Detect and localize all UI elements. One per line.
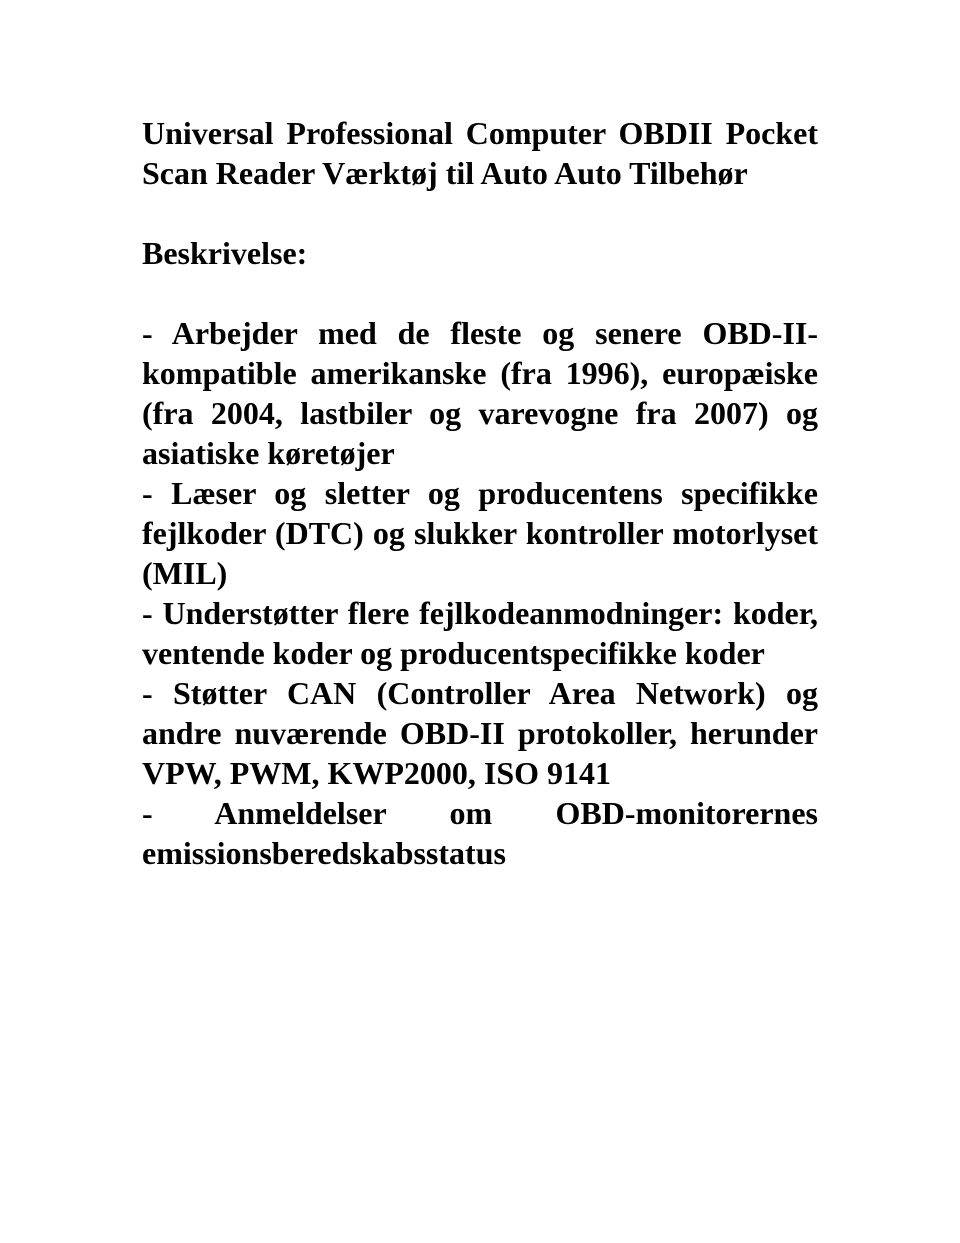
feature-item: - Understøtter flere fejlkodeanmodninger: koder, ventende koder og producentspecifikke koder (142, 595, 818, 671)
feature-item: - Støtter CAN (Controller Area Network) og andre nuværende OBD-II protokoller, herunder VPW, PWM, KWP2000, ISO 9141 (142, 675, 818, 791)
feature-list (142, 313, 818, 873)
description-heading: Beskrivelse: (142, 235, 308, 271)
product-title: Universal Professional Computer OBDII Pocket Scan Reader Værktøj til Auto Auto Tilbehør (142, 115, 818, 191)
document-page (142, 113, 818, 873)
feature-item: - Anmeldelser om OBD-monitorernes emissionsberedskabsstatus (142, 795, 818, 871)
feature-item: - Arbejder med de fleste og senere OBD-II-kompatible amerikanske (fra 1996), europæiske (fra 2004, lastbiler og varevogne fra 2007) og asiatiske køretøjer (142, 315, 818, 471)
feature-item: - Læser og sletter og producentens specifikke fejlkoder (DTC) og slukker kontroller motorlyset (MIL) (142, 475, 818, 591)
